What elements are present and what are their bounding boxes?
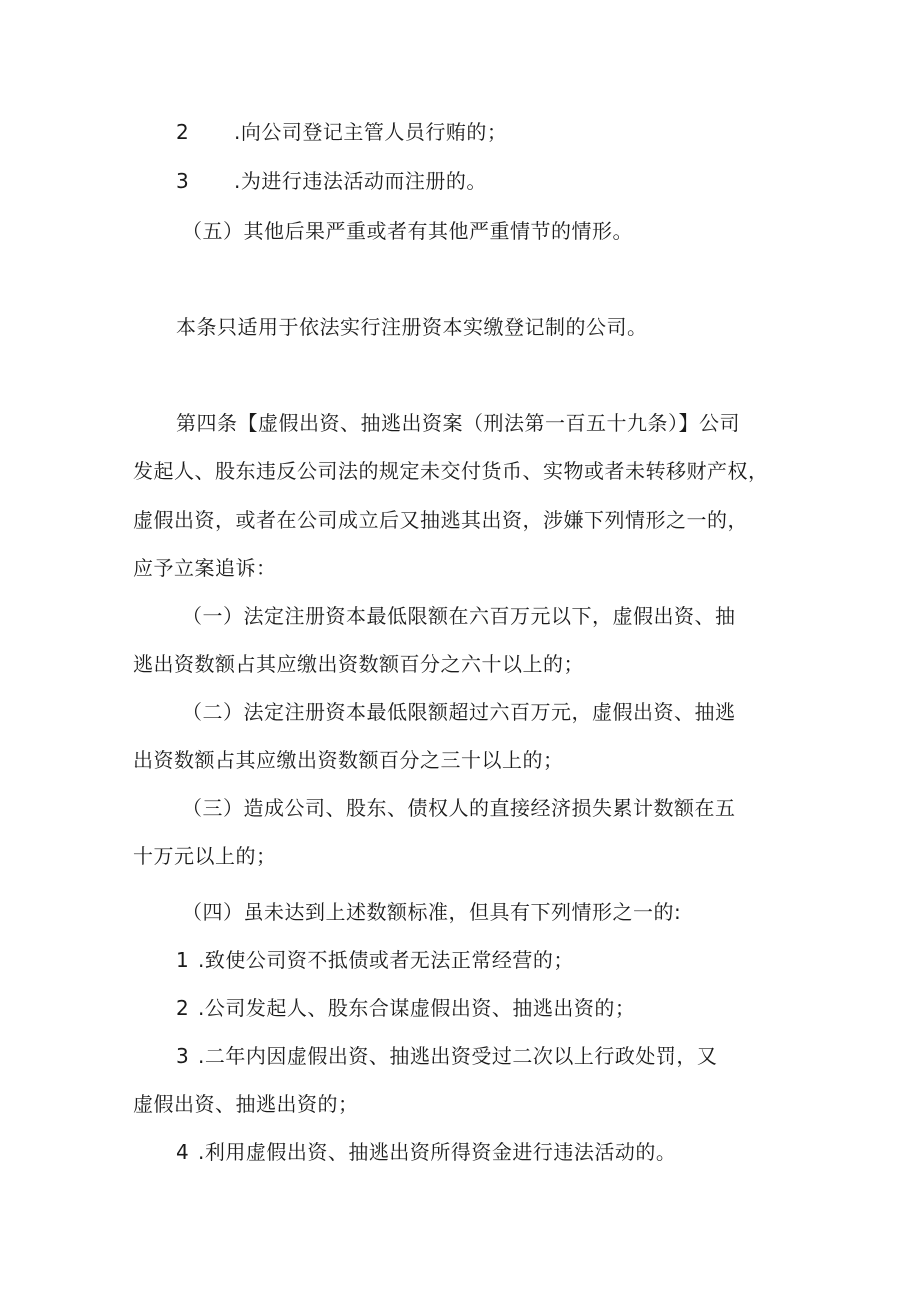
clause-line: 逃出资数额占其应缴出资数额百分之六十以上的；	[133, 652, 584, 676]
clause-five: （五）其他后果严重或者有其他严重情节的情形。	[182, 219, 633, 243]
item-number: 2	[176, 996, 190, 1020]
clause-line: （二）法定注册资本最低限额超过六百万元，虚假出资、抽逃	[182, 700, 736, 724]
article-line: 应予立案追诉：	[133, 556, 277, 580]
item-text: .致使公司资不抵债或者无法正常经营的；	[198, 948, 574, 972]
item-number: 3	[176, 169, 190, 193]
item-number: 2	[176, 120, 190, 144]
clause-line: （三）造成公司、股东、债权人的直接经济损失累计数额在五	[182, 796, 736, 820]
list-item	[176, 1043, 717, 1069]
list-item	[176, 168, 487, 194]
clause-line: 出资数额占其应缴出资数额百分之三十以上的；	[133, 748, 564, 772]
clause-line: （四）虽未达到上述数额标准，但具有下列情形之一的:	[182, 900, 682, 924]
clause-line: （一）法定注册资本最低限额在六百万元以下，虚假出资、抽	[182, 604, 736, 628]
item-number: 3	[176, 1044, 190, 1068]
list-item	[176, 947, 574, 973]
item-text: .为进行违法活动而注册的。	[234, 169, 487, 193]
note-paragraph: 本条只适用于依法实行注册资本实缴登记制的公司。	[176, 315, 648, 339]
article-line: 虚假出资，或者在公司成立后又抽逃其出资，涉嫌下列情形之一的，	[133, 508, 748, 532]
item-number: 4	[176, 1140, 190, 1164]
list-item	[176, 995, 635, 1021]
item-number: 1	[176, 948, 190, 972]
list-item-continuation: 虚假出资、抽逃出资的；	[133, 1092, 359, 1116]
article-line: 发起人、股东违反公司法的规定未交付货币、实物或者未转移财产权，	[133, 459, 769, 483]
article-line: 第四条【虚假出资、抽逃出资案（刑法第一百五十九条）】公司	[176, 411, 740, 435]
item-text: .公司发起人、股东合谋虚假出资、抽逃出资的；	[198, 996, 636, 1020]
item-text: .利用虚假出资、抽逃出资所得资金进行违法活动的。	[198, 1140, 677, 1164]
item-text: .二年内因虚假出资、抽逃出资受过二次以上行政处罚，又	[198, 1044, 718, 1068]
item-text: .向公司登记主管人员行贿的；	[234, 120, 508, 144]
list-item	[176, 1139, 676, 1165]
clause-line: 十万元以上的；	[133, 844, 277, 868]
list-item	[176, 119, 507, 145]
